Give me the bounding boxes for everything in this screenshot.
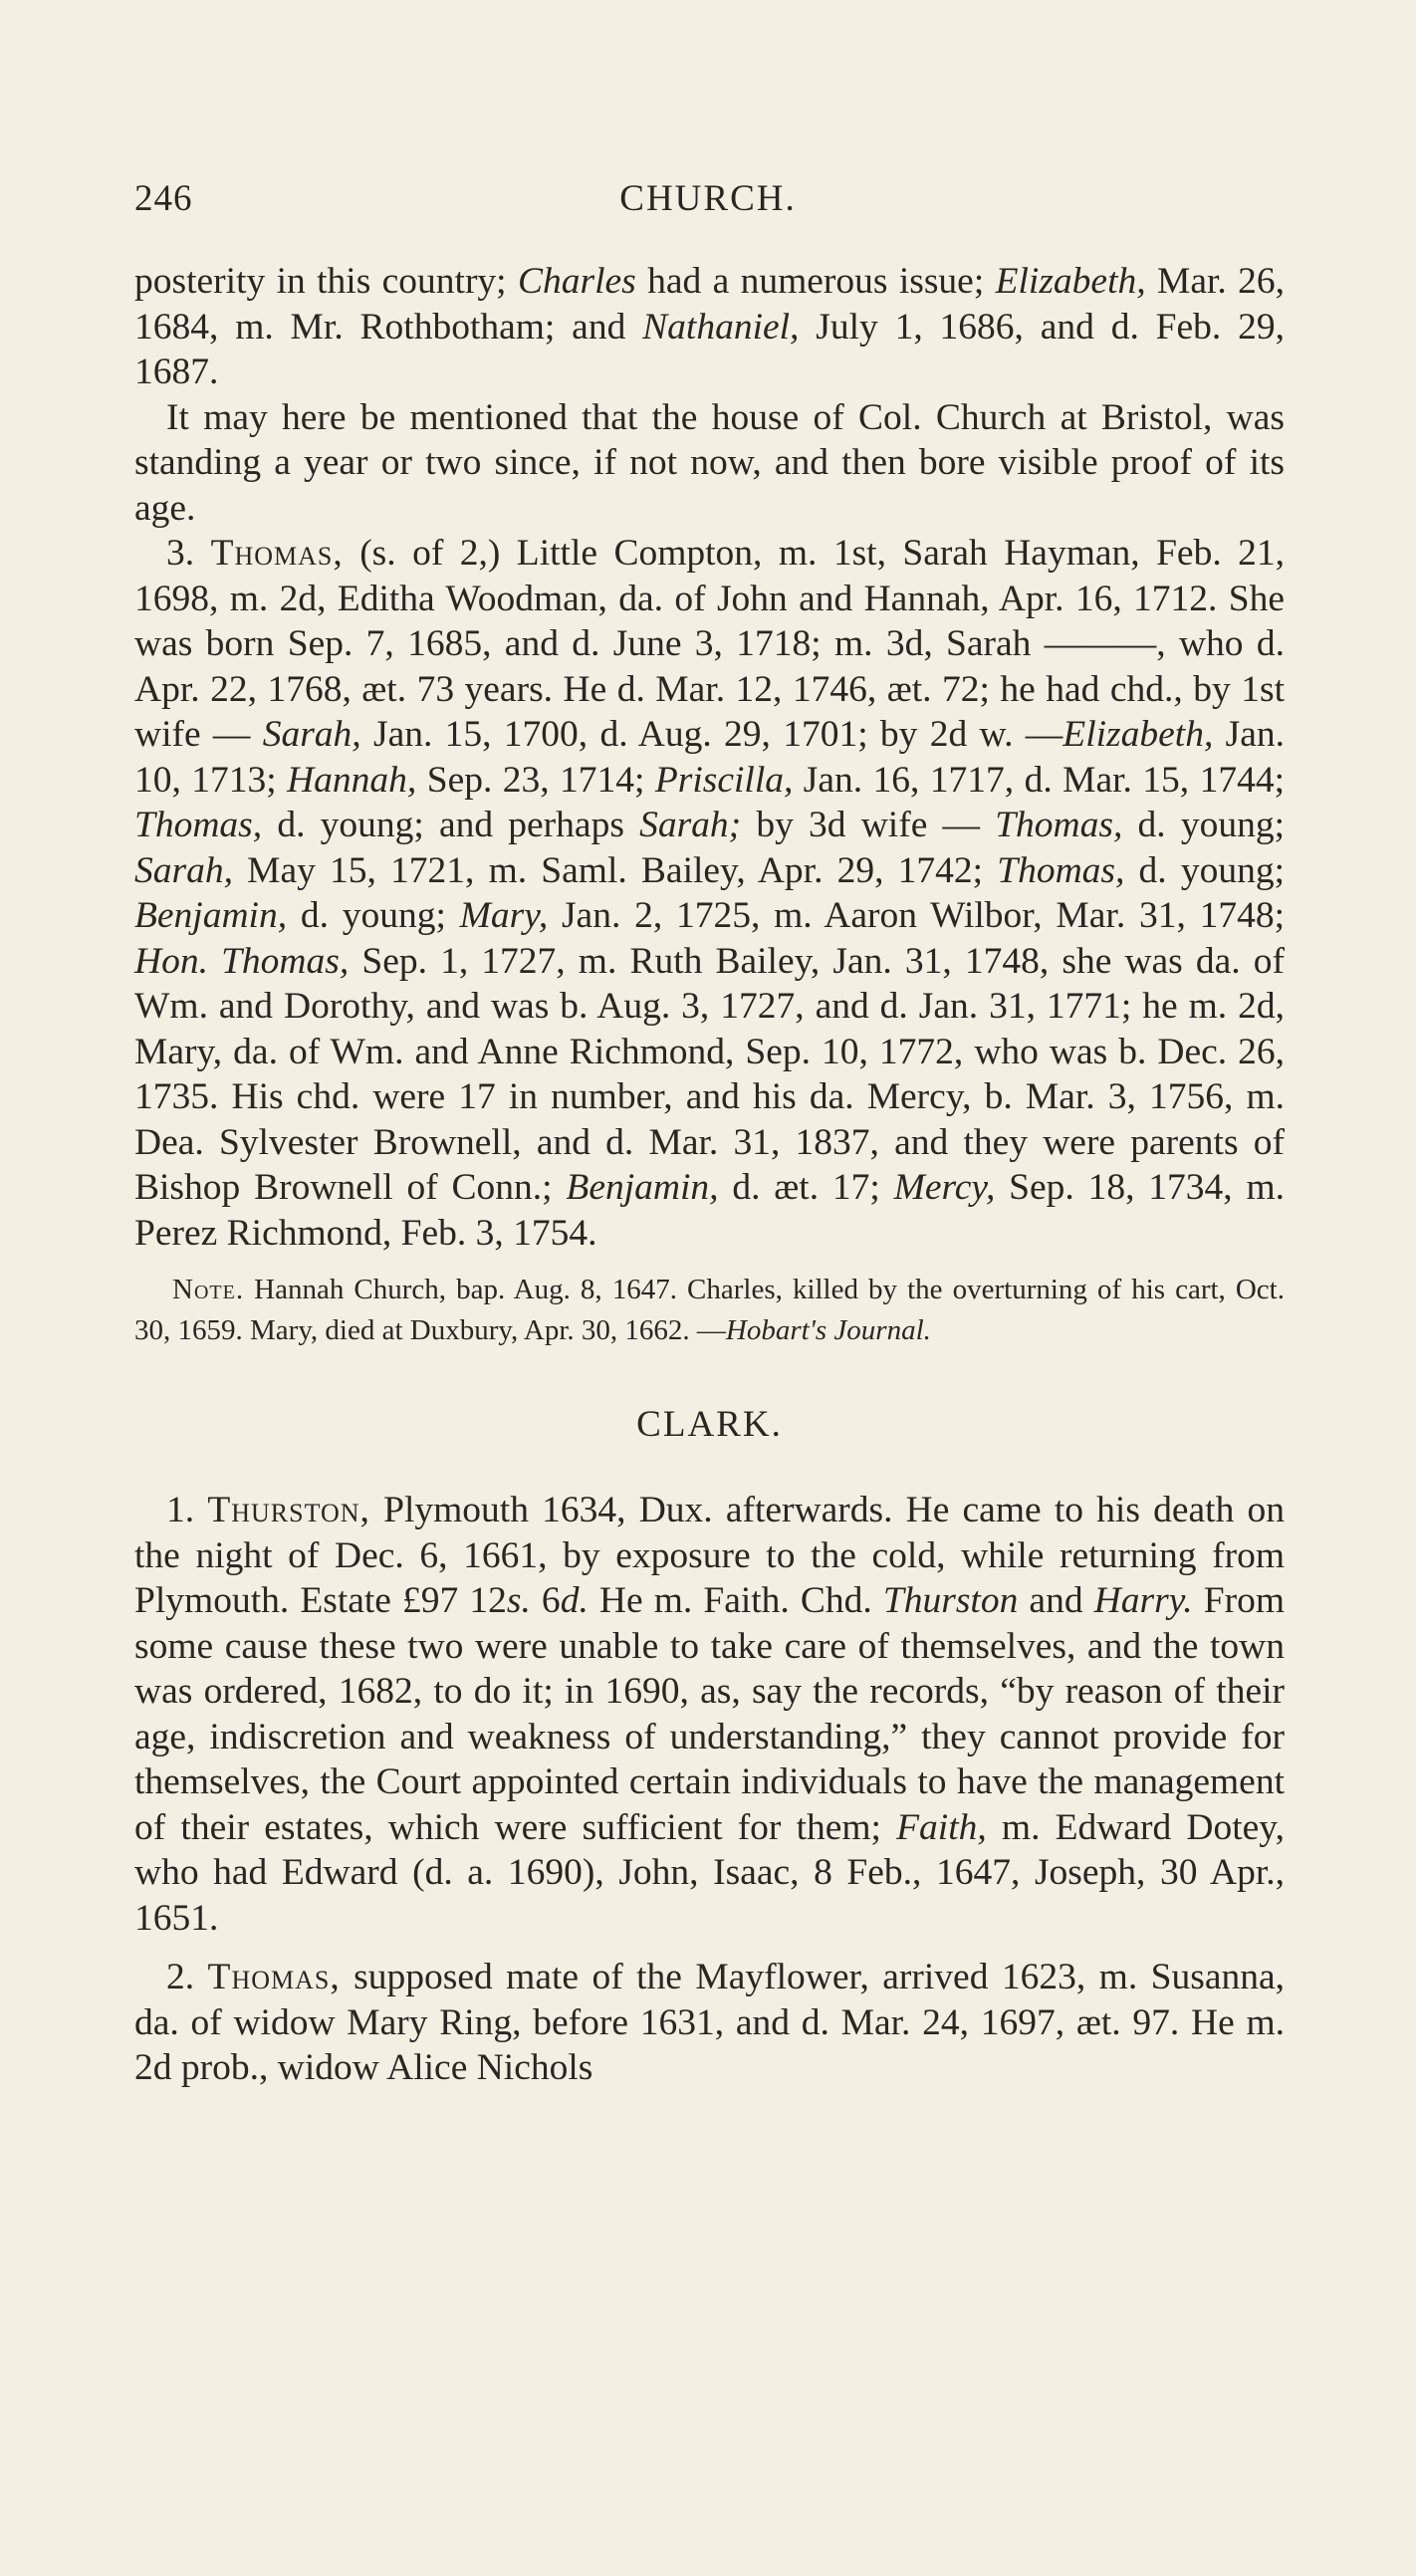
person-name: Mary, — [459, 895, 549, 936]
person-name: Hannah, — [287, 759, 417, 801]
footnote — [134, 1270, 1285, 1351]
continuation-paragraph — [134, 259, 1285, 395]
text-run: July 1, 1686, and d. Feb. 29, 1687. — [134, 306, 1285, 392]
person-name: Thurston — [882, 1580, 1019, 1621]
text-run: by 3d wife — — [741, 805, 996, 845]
entry-number: 1. — [166, 1490, 208, 1530]
note-source: Hobart's Journal. — [725, 1314, 931, 1346]
person-name: Nathaniel, — [642, 306, 800, 348]
person-name: Benjamin, — [566, 1167, 719, 1208]
person-name: Sarah; — [639, 805, 742, 845]
currency-unit: d. — [560, 1580, 589, 1621]
running-title: CHURCH. — [619, 178, 797, 219]
person-name: Elizabeth, — [995, 261, 1146, 302]
text-run: Jan. 2, 1725, m. Aaron Wilbor, Mar. 31, 1748; — [548, 895, 1285, 936]
text-run: Jan. 10, 1713; — [134, 714, 1285, 801]
entry-number: 2. — [166, 1957, 208, 1997]
entry-name: Thomas, — [207, 1957, 341, 1997]
person-name: Thomas, — [134, 805, 263, 845]
person-name: Thomas, — [995, 805, 1123, 845]
running-head — [134, 177, 1282, 229]
text-run: Jan. 16, 1717, d. Mar. 15, 1744; — [793, 759, 1285, 801]
text-run: Jan. 15, 1700, d. Aug. 29, 1701; by 2d w. — — [360, 714, 1063, 755]
house-paragraph: It may here be mentioned that the house of Col. Church at Bristol, was standing a year or two since, if not now, and then bore visible proof of its age. — [134, 396, 1285, 529]
text-run: Sep. 23, 1714; — [416, 759, 655, 801]
paragraph-gap — [134, 1941, 1285, 1955]
entry-name: Thomas, — [210, 533, 344, 574]
text-run: From some cause these two were unable to take care of themselves, and the town was ordered, 1682, to do it; in 1690, as, say the records, “by reason of their age, indiscretion and weakness of understanding,” they cannot provide for themselves, the Court appointed certain individuals to have the management of their estates, which were sufficient for them; — [134, 1580, 1285, 1848]
section-heading-clark: CLARK. — [636, 1404, 783, 1445]
text-run: d. young; — [1124, 849, 1286, 891]
text-run: 6 — [530, 1580, 561, 1621]
text-run: d. young; and perhaps — [262, 805, 640, 845]
thomas-church-entry — [134, 531, 1285, 1256]
text-run: Sep. 1, 1727, m. Ruth Bailey, Jan. 31, 1748, she was da. of Wm. and Dorothy, and was b. Aug. 3, 1727, and d. Jan. 31, 1771; he m. 2d, Mary, da. of Wm. and Anne Richmond, Sep. 10, 1772, who was b. Dec. 26, 1735. His chd. were 17 in number, and his da. Mercy, b. Mar. 3, 1756, m. Dea. Sylvester Brownell, and d. Mar. 31, 1837, and they were parents of Bishop Brownell of Conn.; — [134, 940, 1285, 1208]
person-name: Mercy, — [893, 1167, 996, 1208]
note-label: Note. — [172, 1274, 245, 1305]
text-run: m. Edward Dotey, who had Edward (d. a. 1690), John, Isaac, 8 Feb., 1647, Joseph, 30 Apr., 1651. — [134, 1806, 1285, 1939]
text-run: (s. of 2,) Little Compton, m. 1st, Sarah Hayman, Feb. 21, 1698, m. 2d, Editha Woodman, da. of John and Hannah, Apr. 16, 1712. She was born Sep. 7, 1685, and d. June 3, 1718; m. 3d, Sarah ———, who d. Apr. 22, 1768, æt. 73 years. He d. Mar. 12, 1746, æt. 72; he had chd., by 1st wife — — [134, 533, 1286, 755]
person-name: Faith, — [896, 1806, 987, 1848]
text-run: supposed mate of the Mayflower, arrived 1623, m. Susanna, da. of widow Mary Ring, before 1631, and d. Mar. 24, 1697, æt. 97. He m. 2d prob., widow Alice Nichols — [134, 1957, 1285, 2088]
text-run: d. young; — [1122, 805, 1286, 845]
text-run: Mar. 26, 1684, m. Mr. Rothbotham; and — [134, 261, 1285, 348]
text-run: May 15, 1721, m. Saml. Bailey, Apr. 29, 1742; — [232, 849, 998, 891]
entry-name: Thurston, — [207, 1490, 370, 1530]
currency-unit: s. — [506, 1580, 531, 1621]
text-run: had a numerous issue; — [635, 261, 996, 302]
thomas-clark-entry — [134, 1955, 1285, 2091]
person-name: Charles — [517, 261, 636, 302]
text-run: He m. Faith. Chd. — [588, 1580, 883, 1621]
text-run: and — [1018, 1580, 1094, 1621]
person-name: Elizabeth, — [1062, 714, 1214, 755]
entry-number: 3. — [166, 533, 211, 574]
text-run: d. æt. 17; — [718, 1167, 894, 1208]
person-name: Hon. Thomas, — [134, 940, 350, 982]
person-name: Sarah, — [134, 849, 233, 891]
thurston-clark-entry — [134, 1488, 1285, 1941]
text-run: posterity in this country; — [134, 261, 518, 302]
person-name: Harry. — [1093, 1580, 1193, 1621]
body-text — [134, 259, 1285, 2091]
person-name: Priscilla, — [654, 759, 794, 801]
person-name: Benjamin, — [134, 895, 288, 936]
person-name: Sarah, — [262, 714, 361, 755]
text-run: Plymouth 1634, Dux. afterwards. He came to his death on the night of Dec. 6, 1661, by exposure to the cold, while returning from Plymouth. Estate £97 12 — [134, 1490, 1285, 1621]
note-text: Hannah Church, bap. Aug. 8, 1647. Charles, killed by the overturning of his cart, Oct. 30, 1659. Mary, died at Duxbury, Apr. 30, 1662. — — [134, 1274, 1285, 1346]
text-run: Sep. 18, 1734, m. Perez Richmond, Feb. 3, 1754. — [134, 1167, 1286, 1254]
page-number: 246 — [134, 178, 193, 219]
person-name: Thomas, — [997, 849, 1125, 891]
text-run: d. young; — [287, 895, 460, 936]
